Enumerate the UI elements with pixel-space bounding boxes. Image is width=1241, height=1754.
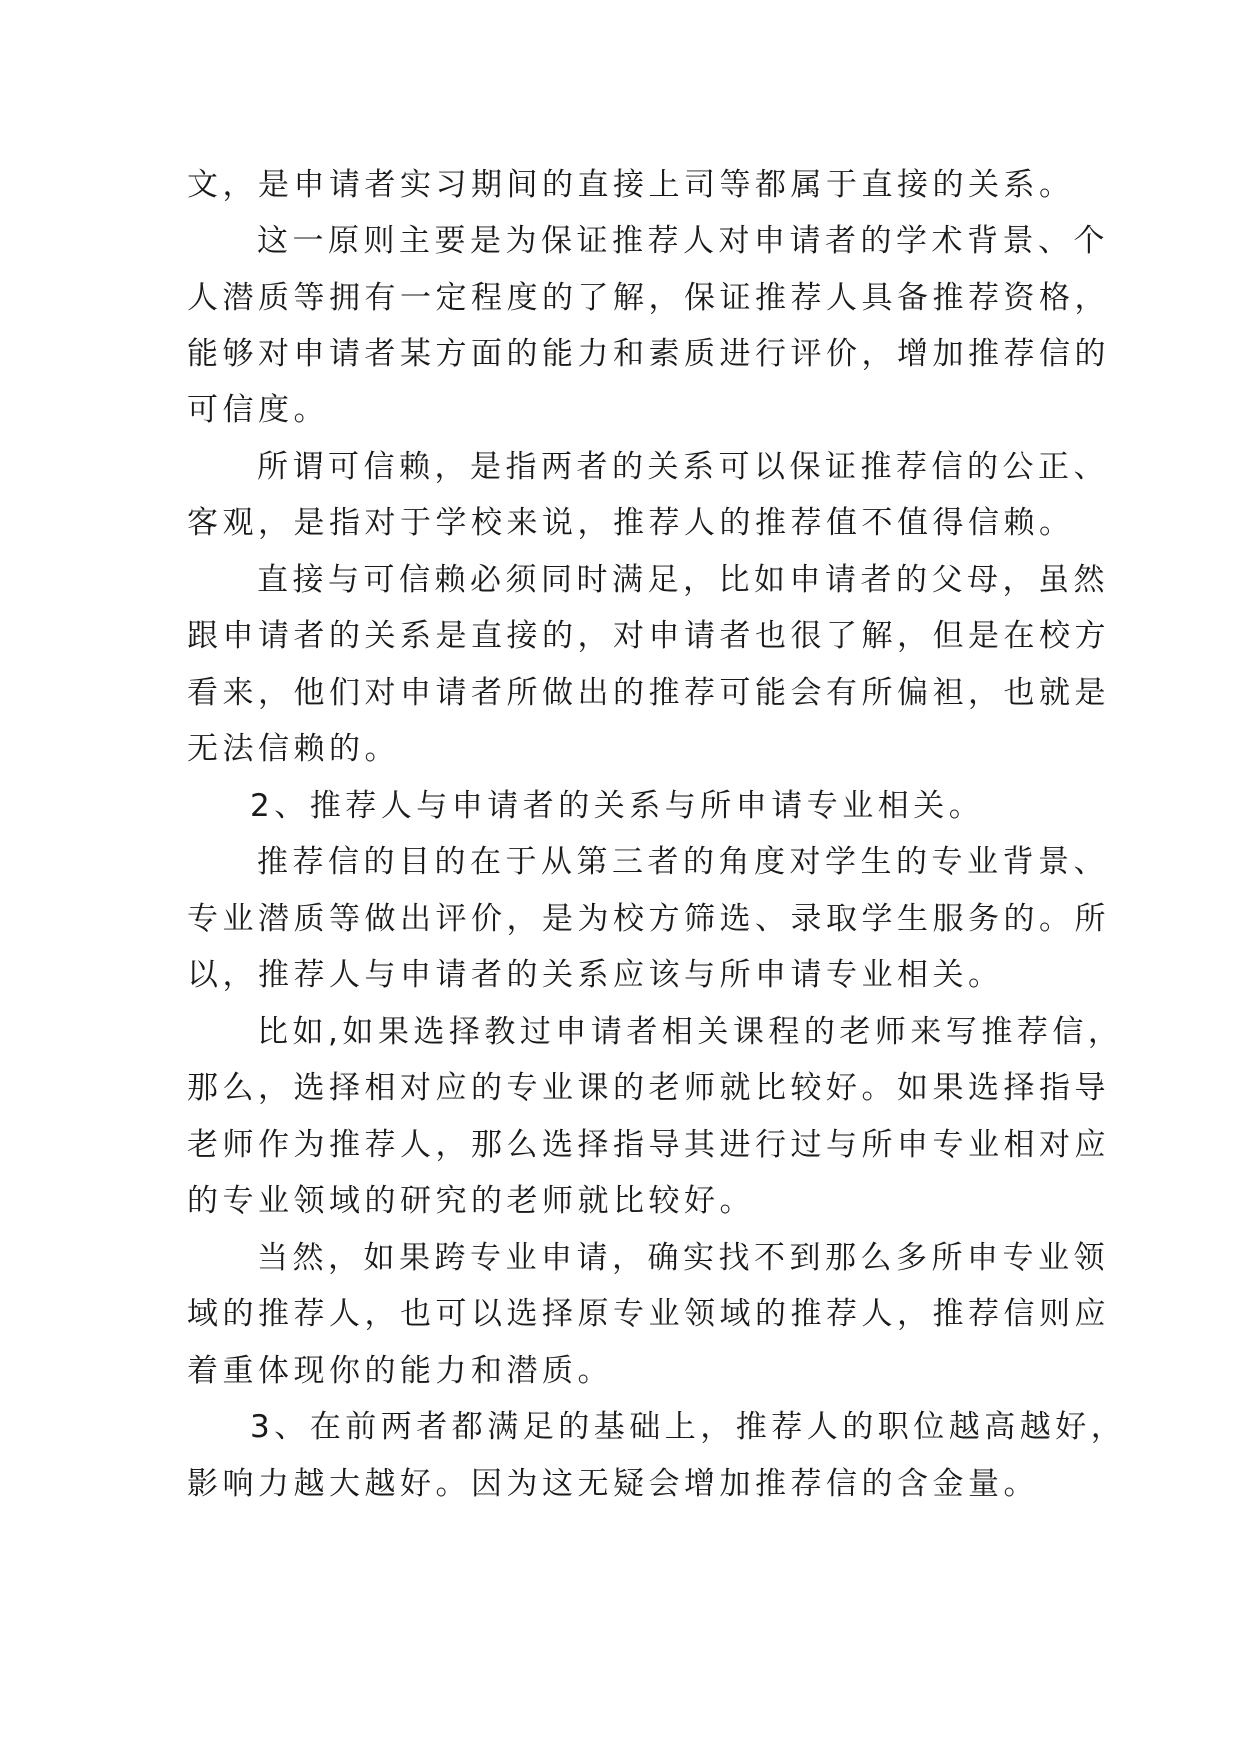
text-line-23: 3、在前两者都满足的基础上，推荐人的职位越高越好， <box>250 1409 1127 1445</box>
text-line-11: 无法信赖的。 <box>187 731 400 767</box>
text-line-19: 的专业领域的研究的老师就比较好。 <box>187 1183 755 1219</box>
text-line-18: 老师作为推荐人，那么选择指导其进行过与所申专业相对应 <box>187 1127 1110 1163</box>
text-line-21: 域的推荐人，也可以选择原专业领域的推荐人，推荐信则应 <box>187 1296 1110 1332</box>
text-line-10: 看来，他们对申请者所做出的推荐可能会有所偏袒，也就是 <box>187 675 1110 711</box>
text-line-14: 专业潜质等做出评价，是为校方筛选、录取学生服务的。所 <box>187 901 1110 937</box>
text-line-20: 当然，如果跨专业申请，确实找不到那么多所申专业领 <box>257 1240 1109 1276</box>
text-line-12: 2、推荐人与申请者的关系与所申请专业相关。 <box>250 788 985 824</box>
text-line-6: 所谓可信赖，是指两者的关系可以保证推荐信的公正、 <box>257 449 1109 485</box>
text-line-2: 这一原则主要是为保证推荐人对申请者的学术背景、个 <box>257 223 1109 259</box>
text-line-16: 比如,如果选择教过申请者相关课程的老师来写推荐信， <box>257 1014 1124 1050</box>
text-line-5: 可信度。 <box>187 392 329 428</box>
text-line-8: 直接与可信赖必须同时满足，比如申请者的父母，虽然 <box>257 562 1109 598</box>
text-line-3: 人潜质等拥有一定程度的了解，保证推荐人具备推荐资格， <box>187 280 1110 316</box>
text-line-22: 着重体现你的能力和潜质。 <box>187 1353 613 1389</box>
text-line-15: 以，推荐人与申请者的关系应该与所申请专业相关。 <box>187 957 1004 993</box>
text-line-17: 那么，选择相对应的专业课的老师就比较好。如果选择指导 <box>187 1070 1110 1106</box>
text-line-24: 影响力越大越好。因为这无疑会增加推荐信的含金量。 <box>187 1466 1039 1502</box>
text-line-1: 文，是申请者实习期间的直接上司等都属于直接的关系。 <box>187 167 1075 203</box>
text-line-9: 跟申请者的关系是直接的，对申请者也很了解，但是在校方 <box>187 618 1110 654</box>
text-line-4: 能够对申请者某方面的能力和素质进行评价，增加推荐信的 <box>187 336 1110 372</box>
text-line-7: 客观，是指对于学校来说，推荐人的推荐值不值得信赖。 <box>187 505 1075 541</box>
text-line-13: 推荐信的目的在于从第三者的角度对学生的专业背景、 <box>257 844 1109 880</box>
